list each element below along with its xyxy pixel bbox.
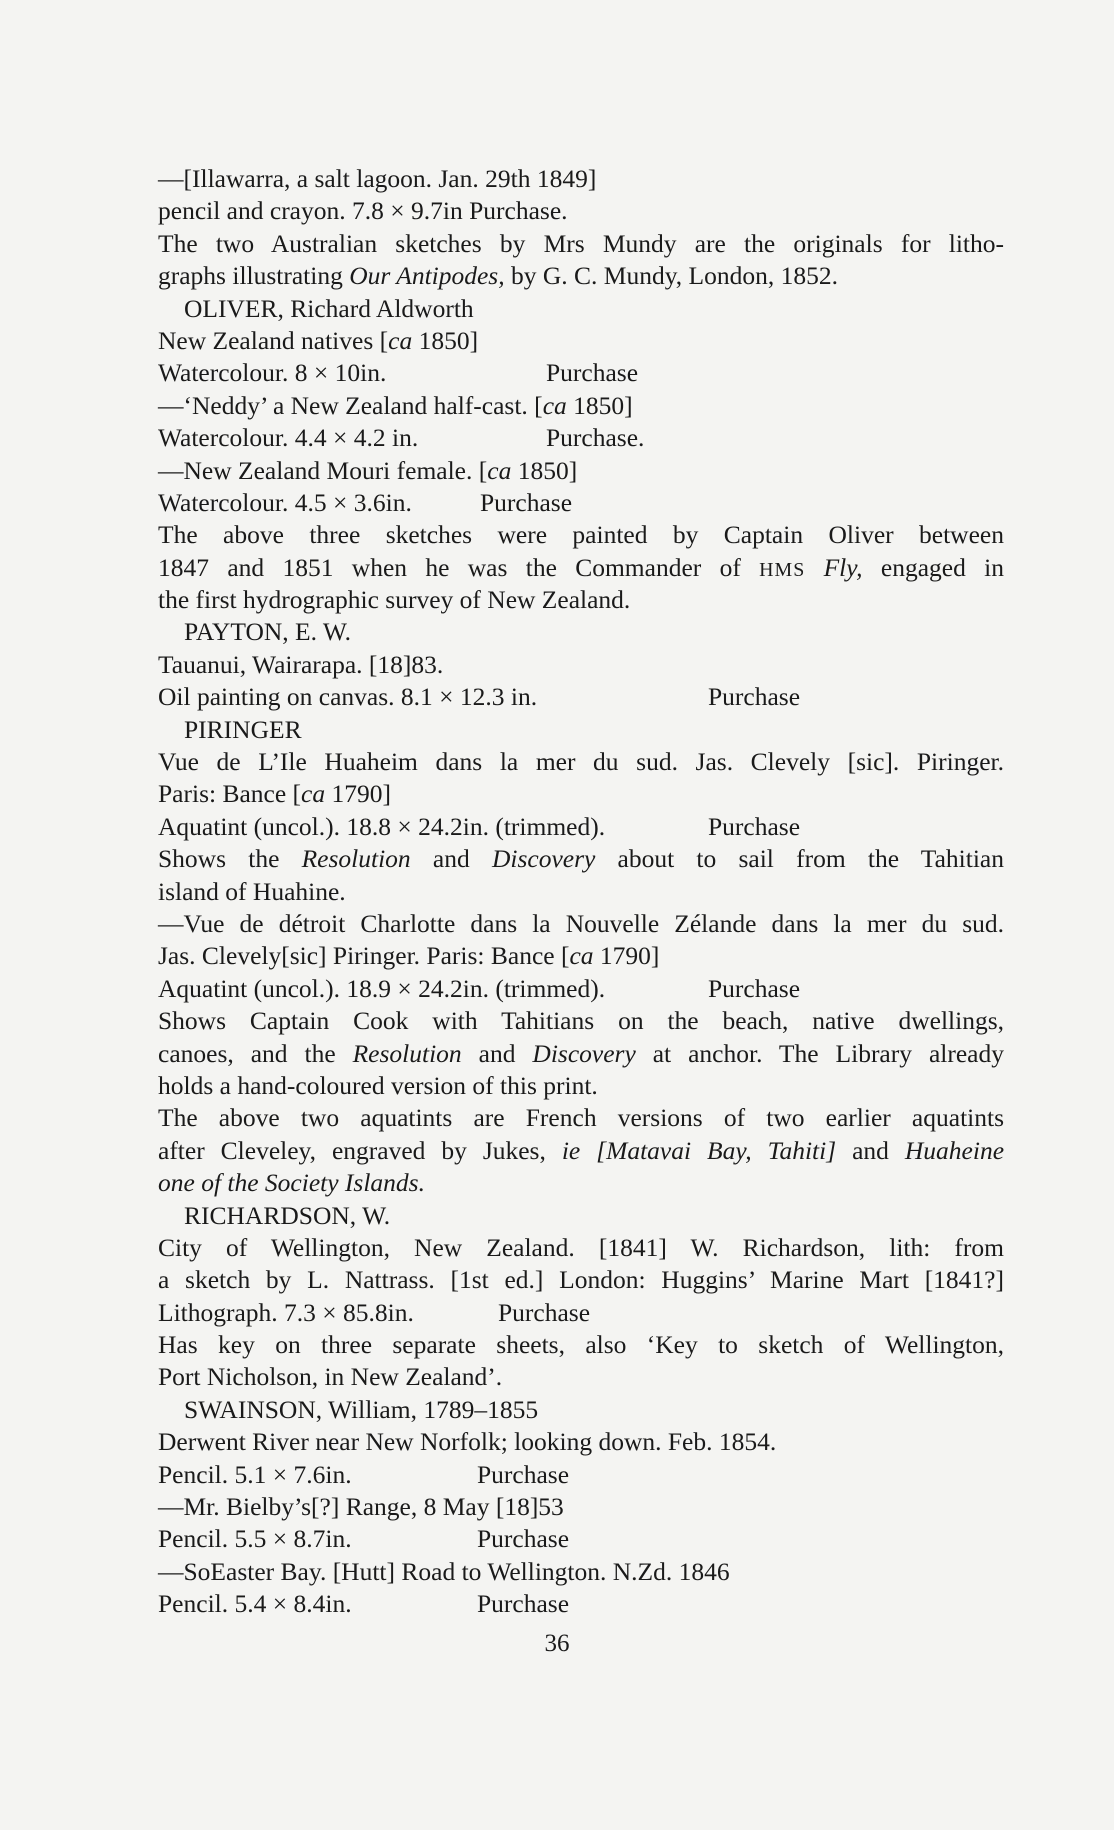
entry-line: Shows Captain Cook with Tahitians on the beach, native dwellings,	[158, 1006, 1004, 1036]
entry-line: —[Illawarra, a salt lagoon. Jan. 29th 1849]	[158, 164, 597, 193]
entry-line: after Cleveley, engraved by Jukes, ie [Matavai Bay, Tahiti] and Huaheine	[158, 1135, 1005, 1165]
entry-line: Tauanui, Wairarapa. [18]83.	[158, 649, 444, 679]
entry-line: Vue de L’Ile Huaheim dans la mer du sud. Jas. Clevely [sic]. Piringer.	[158, 747, 1004, 777]
entry-line: Port Nicholson, in New Zealand’.	[158, 1362, 503, 1392]
medium-line: Oil painting on canvas. 8.1 × 12.3 in. Purchase	[158, 682, 801, 712]
entry-line: Derwent River near New Norfolk; looking down. Feb. 1854.	[158, 1427, 777, 1457]
entry-line: holds a hand-coloured version of this print.	[158, 1070, 598, 1100]
catalogue-page	[158, 163, 1004, 1621]
entry-line: island of Huahine.	[158, 876, 346, 906]
artist-heading: OLIVER, Richard Aldworth	[184, 293, 474, 323]
entry-line: 1847 and 1851 when he was the Commander of HMS Fly, engaged in	[158, 552, 1004, 582]
entry-line: —SoEaster Bay. [Hutt] Road to Wellington. N.Zd. 1846	[158, 1556, 730, 1586]
entry-line: Paris: Bance [ca 1790]	[158, 779, 391, 809]
artist-heading: SWAINSON, William, 1789–1855	[184, 1394, 539, 1424]
medium-line: Lithograph. 7.3 × 85.8in. Purchase	[158, 1297, 591, 1327]
medium-line: Pencil. 5.5 × 8.7in. Purchase	[158, 1524, 570, 1554]
medium-line: Pencil. 5.4 × 8.4in. Purchase	[158, 1589, 570, 1619]
entry-line: —Mr. Bielby’s[?] Range, 8 May [18]53	[158, 1492, 564, 1522]
medium-line: Watercolour. 8 × 10in. Purchase	[158, 358, 639, 388]
entry-line: New Zealand natives [ca 1850]	[158, 325, 479, 355]
entry-line: pencil and crayon. 7.8 × 9.7in Purchase.	[158, 196, 568, 226]
entry-line: canoes, and the Resolution and Discovery at anchor. The Library already	[158, 1038, 1004, 1068]
entry-line: The two Australian sketches by Mrs Mundy are the originals for litho-	[158, 228, 1004, 258]
artist-heading: PAYTON, E. W.	[184, 617, 351, 647]
page-number: 36	[544, 1630, 570, 1657]
entry-line: Has key on three separate sheets, also ‘Key to sketch of Wellington,	[158, 1330, 1004, 1360]
entry-line: —New Zealand Mouri female. [ca 1850]	[158, 455, 578, 485]
medium-line: Aquatint (uncol.). 18.9 × 24.2in. (trimmed). Purchase	[158, 973, 801, 1003]
entry-line: a sketch by L. Nattrass. [1st ed.] London: Huggins’ Marine Mart [1841?]	[158, 1265, 1004, 1295]
entry-line: The above three sketches were painted by Captain Oliver between	[158, 520, 1004, 550]
artist-heading: RICHARDSON, W.	[184, 1200, 391, 1230]
medium-line: Pencil. 5.1 × 7.6in. Purchase	[158, 1459, 570, 1489]
entry-line: graphs illustrating Our Antipodes, by G. C. Mundy, London, 1852.	[158, 261, 839, 291]
entry-line: —Vue de détroit Charlotte dans la Nouvelle Zélande dans la mer du sud.	[158, 908, 1004, 938]
artist-heading: PIRINGER	[184, 714, 302, 744]
entry-line: —‘Neddy’ a New Zealand half-cast. [ca 1850]	[158, 390, 633, 420]
medium-line: Aquatint (uncol.). 18.8 × 24.2in. (trimmed). Purchase	[158, 811, 801, 841]
medium-line: Watercolour. 4.5 × 3.6in. Purchase	[158, 487, 573, 517]
entry-line: the first hydrographic survey of New Zealand.	[158, 585, 631, 615]
entry-line: one of the Society Islands.	[158, 1168, 425, 1198]
entry-line: Jas. Clevely[sic] Piringer. Paris: Bance [ca 1790]	[158, 941, 660, 971]
medium-line: Watercolour. 4.4 × 4.2 in. Purchase.	[158, 423, 645, 453]
entry-line: The above two aquatints are French versions of two earlier aquatints	[158, 1103, 1004, 1133]
entry-line: City of Wellington, New Zealand. [1841] W. Richardson, lith: from	[158, 1232, 1004, 1262]
entry-line: Shows the Resolution and Discovery about to sail from the Tahitian	[158, 844, 1004, 874]
